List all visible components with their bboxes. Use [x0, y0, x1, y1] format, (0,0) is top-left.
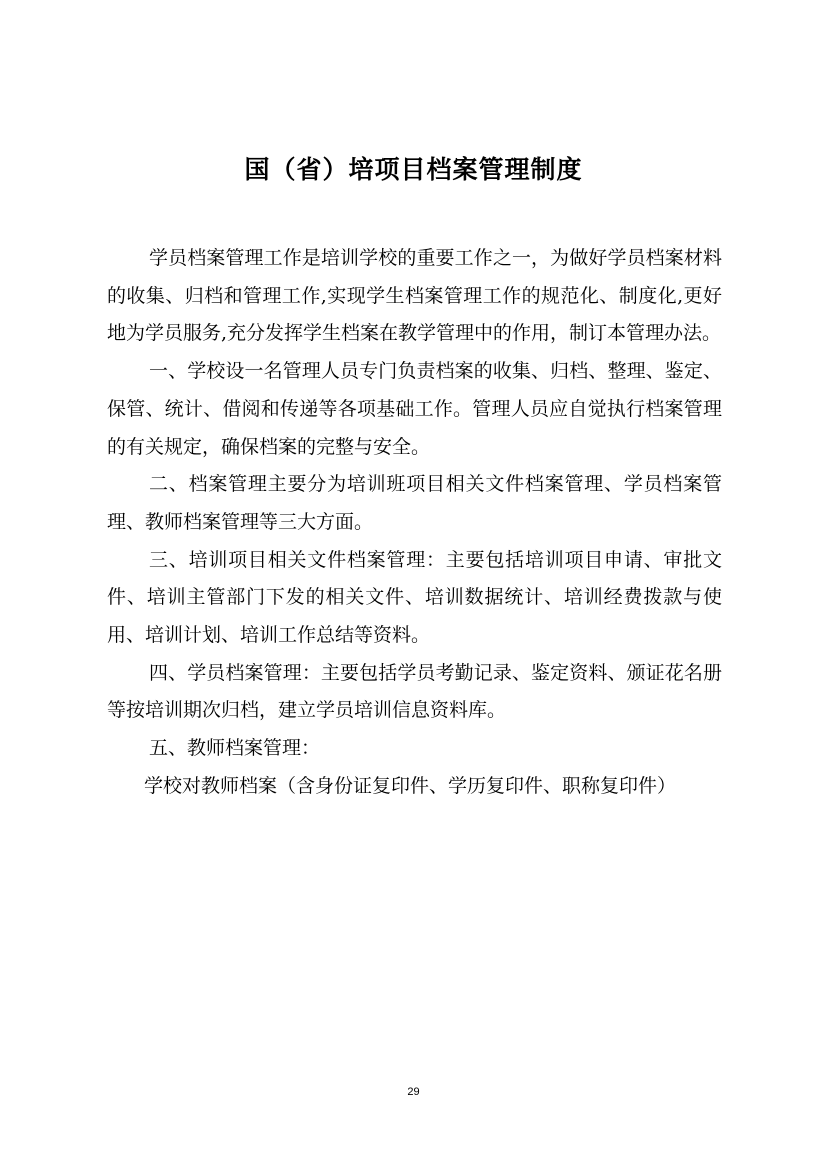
- paragraph-item-3: 三、培训项目相关文件档案管理：主要包括培训项目申请、审批文件、培训主管部门下发的相关文件、培训数据统计、培训经费拨款与使用、培训计划、培训工作总结等资料。: [107, 548, 722, 647]
- document-title: 国（省）培项目档案管理制度: [244, 155, 583, 184]
- paragraph-teacher-archive: 学校对教师档案（含身份证复印件、学历复印件、职称复印件）: [144, 774, 677, 797]
- page-number: 29: [407, 1086, 420, 1098]
- paragraph-item-4: 四、学员档案管理：主要包括学员考勤记录、鉴定资料、颁证花名册等按培训期次归档，建立学员培训信息资料库。: [107, 661, 722, 722]
- paragraph-intro: 学员档案管理工作是培训学校的重要工作之一，为做好学员档案材料的收集、归档和管理工作,实现学生档案管理工作的规范化、制度化,更好地为学员服务,充分发挥学生档案在教学管理中的作用，制订本管理办法。: [107, 247, 722, 345]
- paragraph-item-1: 一、学校设一名管理人员专门负责档案的收集、归档、整理、鉴定、保管、统计、借阅和传递等各项基础工作。管理人员应自觉执行档案管理的有关规定，确保档案的完整与安全。: [107, 360, 722, 458]
- paragraph-item-2: 二、档案管理主要分为培训班项目相关文件档案管理、学员档案管理、教师档案管理等三大方面。: [107, 473, 722, 533]
- document-body: [107, 240, 722, 806]
- paragraph-item-5: 五、教师档案管理：: [149, 737, 321, 760]
